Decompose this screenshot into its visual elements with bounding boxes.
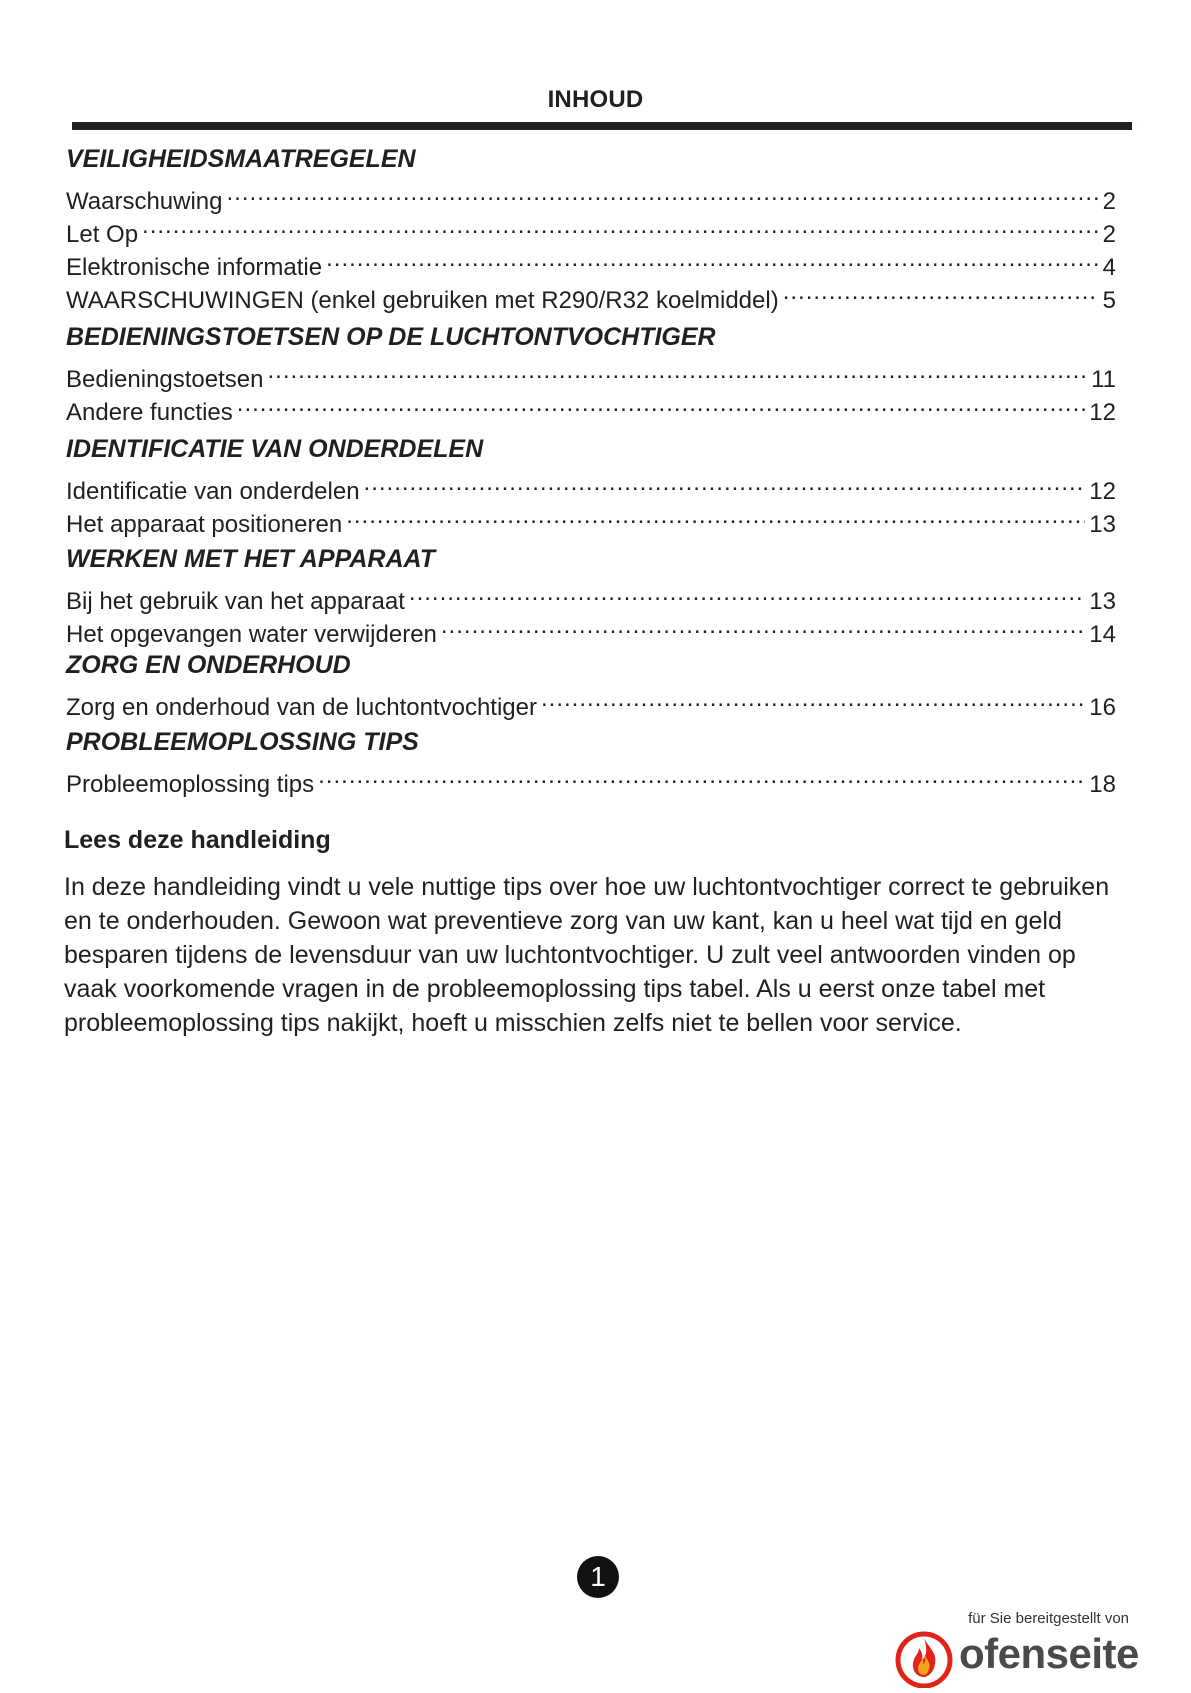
toc-entry-page: 2: [1102, 221, 1116, 248]
toc-entry-page: 2: [1102, 188, 1116, 215]
toc-entry-page: 13: [1089, 511, 1116, 538]
toc-entry-label: Zorg en onderhoud van de luchtontvochtiger: [66, 694, 537, 721]
toc-leader-dots: [537, 682, 1085, 715]
toc-entry-label: WAARSCHUWINGEN (enkel gebruiken met R290/R32 koelmiddel): [66, 287, 779, 314]
toc-entry[interactable]: [66, 354, 1116, 393]
toc-entry-label: Het apparaat positioneren: [66, 511, 343, 538]
toc-entry[interactable]: [66, 682, 1116, 721]
toc-leader-dots: [360, 466, 1086, 499]
toc-entry-page: 18: [1089, 771, 1116, 798]
toc-entry-page: 16: [1089, 694, 1116, 721]
toc-entry-page: 13: [1089, 588, 1116, 615]
flame-icon: [895, 1630, 953, 1688]
toc-leader-dots: [263, 354, 1087, 387]
toc-entry-label: Probleemoplossing tips: [66, 771, 315, 798]
page-title: INHOUD: [547, 86, 644, 113]
toc-leader-dots: [322, 242, 1099, 275]
page-number-badge: 1: [577, 1556, 619, 1598]
toc-entry-page: 5: [1102, 287, 1116, 314]
toc-entry[interactable]: [66, 466, 1116, 505]
toc-section-title: IDENTIFICATIE VAN ONDERDELEN: [66, 435, 484, 463]
toc-leader-dots: [314, 759, 1085, 792]
toc-section: [66, 320, 1116, 426]
toc-entry-label: Let Op: [66, 221, 139, 248]
toc-entry-page: 14: [1089, 621, 1116, 648]
title-rule: [72, 122, 1132, 130]
toc-entry-page: 11: [1091, 366, 1116, 393]
brand-note: für Sie bereitgestellt von: [968, 1610, 1129, 1627]
toc-leader-dots: [779, 275, 1099, 308]
toc-entry-label: Identificatie van onderdelen: [66, 478, 360, 505]
intro-section: [64, 824, 1124, 1040]
toc-entry[interactable]: [66, 576, 1116, 615]
intro-heading: Lees deze handleiding: [64, 826, 331, 854]
toc-entry[interactable]: [66, 242, 1116, 281]
brand-name: ofenseite: [959, 1630, 1139, 1677]
toc-entry-label: Waarschuwing: [66, 188, 223, 215]
toc-entry-page: 4: [1102, 254, 1116, 281]
toc-section-title: BEDIENINGSTOETSEN OP DE LUCHTONTVOCHTIGER: [66, 323, 716, 351]
toc-leader-dots: [138, 209, 1099, 242]
toc-leader-dots: [223, 176, 1099, 209]
intro-paragraph: In deze handleiding vindt u vele nuttige tips over hoe uw luchtontvochtiger correct te gebruiken en te onderhouden. Gewoon wat preventieve zorg van uw kant, kan u heel wat tijd en geld besparen tijdens de levensduur van uw luchtontvochtiger. U zult veel antwoorden vinden op vaak voorkomende vragen in de probleemoplossing tips tabel. Als u eerst onze tabel met probleemoplossing tips nakijkt, hoeft u misschien zelfs niet te bellen voor service.: [64, 873, 1110, 1037]
toc-section: [66, 542, 1116, 648]
toc-leader-dots: [233, 387, 1086, 420]
toc-entry-page: 12: [1089, 478, 1116, 505]
toc-section-title: VEILIGHEIDSMAATREGELEN: [66, 145, 416, 173]
toc-entry-label: Elektronische informatie: [66, 254, 323, 281]
toc-entry-label: Andere functies: [66, 399, 233, 426]
toc-entry-page: 12: [1089, 399, 1116, 426]
toc-leader-dots: [437, 609, 1085, 642]
toc-leader-dots: [405, 576, 1085, 609]
toc-section: [66, 142, 1116, 314]
toc-section: [66, 648, 1116, 721]
toc-entry[interactable]: [66, 176, 1116, 215]
toc-section-title: WERKEN MET HET APPARAAT: [66, 545, 435, 573]
toc-leader-dots: [342, 499, 1085, 532]
toc-entry[interactable]: [66, 759, 1116, 798]
toc-entry-label: Bij het gebruik van het apparaat: [66, 588, 405, 615]
table-of-contents: [66, 142, 1116, 798]
toc-entry[interactable]: [66, 209, 1116, 248]
toc-entry-label: Het opgevangen water verwijderen: [66, 621, 437, 648]
brand-footer: [895, 1610, 1165, 1680]
toc-section-title: ZORG EN ONDERHOUD: [66, 651, 351, 679]
toc-entry-label: Bedieningstoetsen: [66, 366, 264, 393]
toc-section-title: PROBLEEMOPLOSSING TIPS: [66, 728, 419, 756]
toc-section: [66, 725, 1116, 798]
toc-section: [66, 432, 1116, 538]
